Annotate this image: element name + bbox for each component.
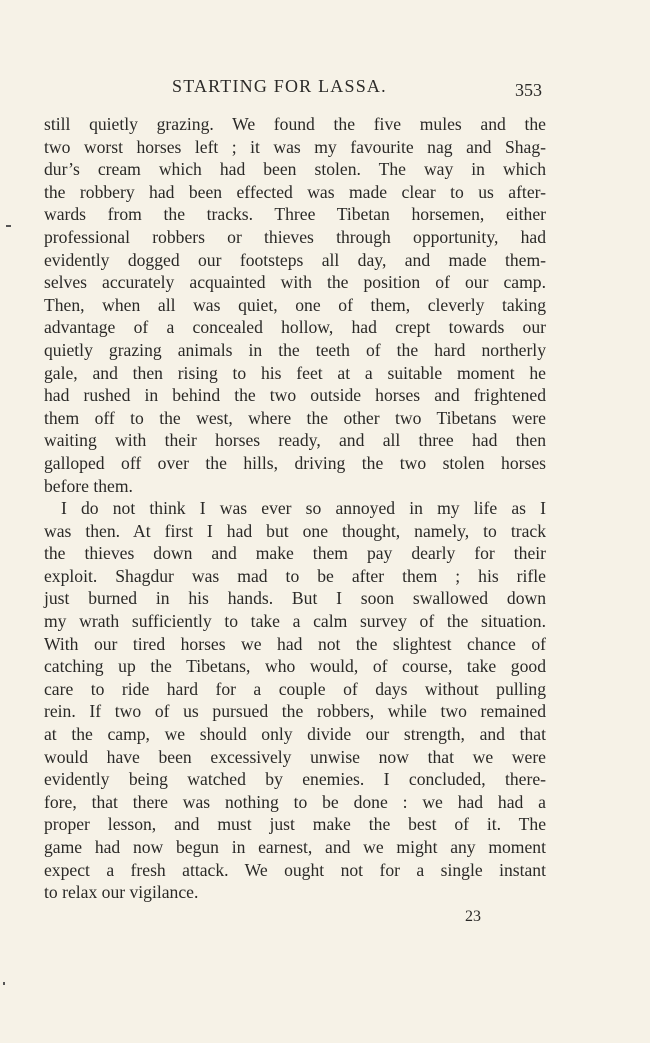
text-line: was then. At first I had but one thought, namely, to track xyxy=(44,520,546,541)
text-line: evidently being watched by enemies. I concluded, there- xyxy=(44,769,546,790)
text-line: expect a fresh attack. We ought not for a single instant xyxy=(44,859,546,880)
paragraph-1 xyxy=(44,113,546,497)
text-line: catching up the Tibetans, who would, of course, take good xyxy=(44,656,546,677)
paragraph-2 xyxy=(44,497,546,904)
text-line: waiting with their horses ready, and all three had then xyxy=(44,430,546,451)
text-line: two worst horses left ; it was my favourite nag and Shag- xyxy=(44,136,546,157)
text-line: fore, that there was nothing to be done : we had had a xyxy=(44,791,546,812)
body-text xyxy=(44,113,546,904)
text-line: still quietly grazing. We found the five mules and the xyxy=(44,114,546,134)
text-line: before them. xyxy=(44,475,133,496)
signature-mark: 23 xyxy=(465,908,481,925)
text-line: advantage of a concealed hollow, had crept towards our xyxy=(44,317,546,338)
text-line: exploit. Shagdur was mad to be after them ; his rifle xyxy=(44,565,546,586)
text-line: at the camp, we should only divide our strength, and that xyxy=(44,724,546,745)
text-line: would have been excessively unwise now that we were xyxy=(44,746,546,767)
text-line: my wrath sufficiently to take a calm survey of the situation. xyxy=(44,611,546,632)
text-line: gale, and then rising to his feet at a suitable moment he xyxy=(44,362,546,383)
text-line: just burned in his hands. But I soon swallowed down xyxy=(44,588,546,609)
margin-speck xyxy=(6,225,11,227)
text-line: had rushed in behind the two outside horses and frightened xyxy=(44,385,546,406)
text-line: galloped off over the hills, driving the two stolen horses xyxy=(44,452,546,473)
running-head xyxy=(0,76,650,100)
text-line: care to ride hard for a couple of days without pulling xyxy=(44,678,546,699)
margin-speck xyxy=(3,982,5,985)
text-line: Then, when all was quiet, one of them, cleverly taking xyxy=(44,294,546,315)
text-line: to relax our vigilance. xyxy=(44,882,199,903)
text-line: I do not think I was ever so annoyed in my life as I xyxy=(61,498,546,519)
text-line: evidently dogged our footsteps all day, and made them- xyxy=(44,249,546,270)
text-line: rein. If two of us pursued the robbers, while two remained xyxy=(44,701,546,722)
text-line: proper lesson, and must just make the best of it. The xyxy=(44,814,546,835)
text-line: With our tired horses we had not the slightest chance of xyxy=(44,633,546,654)
text-line: dur’s cream which had been stolen. The way in which xyxy=(44,159,546,180)
text-line: quietly grazing animals in the teeth of the hard northerly xyxy=(44,339,546,360)
text-line: them off to the west, where the other two Tibetans were xyxy=(44,407,546,428)
page-number: 353 xyxy=(515,80,542,100)
running-head-title: STARTING FOR LASSA. xyxy=(172,76,387,96)
text-line: selves accurately acquainted with the position of our camp. xyxy=(44,272,546,293)
text-line: the robbery had been effected was made clear to us after- xyxy=(44,181,546,202)
text-line: professional robbers or thieves through opportunity, had xyxy=(44,226,546,247)
text-line: wards from the tracks. Three Tibetan horsemen, either xyxy=(44,204,546,225)
text-line: the thieves down and make them pay dearly for their xyxy=(44,543,546,564)
text-line: game had now begun in earnest, and we might any moment xyxy=(44,837,546,857)
